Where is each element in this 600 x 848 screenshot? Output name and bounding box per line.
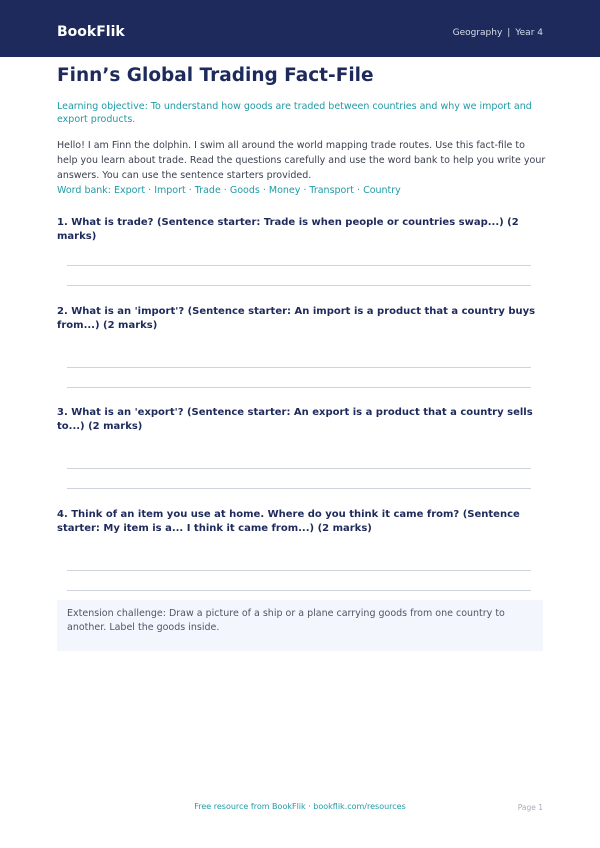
page-number: Page 1 bbox=[517, 803, 543, 812]
answer-line-3a[interactable] bbox=[67, 468, 531, 469]
learning-objective: Learning objective: To understand how goods are traded between countries and why we import and export products. bbox=[57, 101, 532, 125]
answer-line-1a[interactable] bbox=[67, 265, 531, 266]
footer-credit[interactable]: Free resource from BookFlik · bookflik.com/resources bbox=[194, 802, 406, 811]
extension-box bbox=[57, 600, 543, 651]
intro-text: Hello! I am Finn the dolphin. I swim all around the world mapping trade routes. Use this fact-file to help you learn about trade. Read the questions carefully and use the word bank to help you write your answers. You can use the sentence starters provided. bbox=[57, 140, 546, 181]
meta-separator: | bbox=[507, 28, 511, 38]
header-meta bbox=[453, 28, 543, 38]
answer-line-4a[interactable] bbox=[67, 570, 531, 571]
question-2: 2. What is an 'import'? (Sentence starter: An import is a product that a country buys from...) (2 marks) bbox=[57, 306, 536, 331]
brand-logo[interactable]: BookFlik bbox=[57, 24, 125, 40]
answer-line-4b[interactable] bbox=[67, 590, 531, 591]
answer-line-1b[interactable] bbox=[67, 285, 531, 286]
answer-line-2a[interactable] bbox=[67, 367, 531, 368]
page-title: Finn’s Global Trading Fact-File bbox=[57, 65, 374, 86]
word-bank: Word bank: Export · Import · Trade · Goods · Money · Transport · Country bbox=[57, 185, 401, 196]
header-bar bbox=[0, 0, 600, 57]
extension-text: Extension challenge: Draw a picture of a ship or a plane carrying goods from one country to another. Label the goods inside. bbox=[67, 608, 505, 633]
question-1: 1. What is trade? (Sentence starter: Trade is when people or countries swap...) (2 marks) bbox=[57, 217, 519, 242]
year-label: Year 4 bbox=[515, 28, 543, 38]
answer-line-3b[interactable] bbox=[67, 488, 531, 489]
subject-label: Geography bbox=[452, 28, 503, 38]
question-3: 3. What is an 'export'? (Sentence starter: An export is a product that a country sells to...) (2 marks) bbox=[57, 407, 533, 432]
question-4: 4. Think of an item you use at home. Where do you think it came from? (Sentence starter: My item is a... I think it came from...) (2 marks) bbox=[57, 509, 520, 534]
answer-line-2b[interactable] bbox=[67, 387, 531, 388]
